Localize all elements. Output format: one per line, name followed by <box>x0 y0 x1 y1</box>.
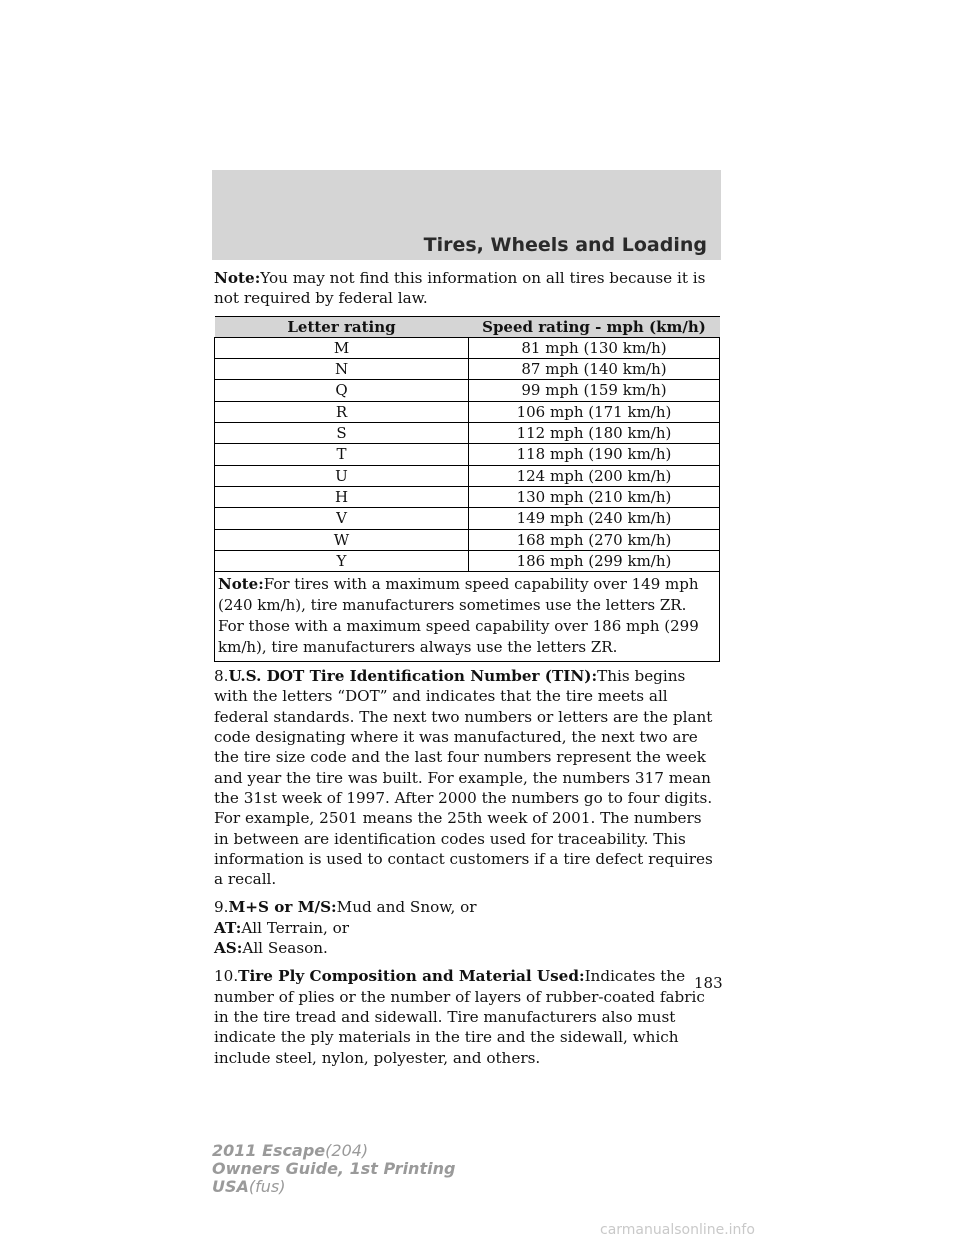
speed-cell: 118 mph (190 km/h) <box>469 444 720 465</box>
table-row <box>215 529 720 550</box>
table-row <box>215 380 720 401</box>
footer-line-3 <box>212 1178 455 1196</box>
item-9-at <box>214 918 720 938</box>
table-row <box>215 508 720 529</box>
letter-cell: N <box>215 359 469 380</box>
table-row <box>215 444 720 465</box>
page-number: 183 <box>694 974 723 992</box>
item-9-number: 9. <box>214 898 229 917</box>
table-note-text: For tires with a maximum speed capability over 149 mph (240 km/h), tire manufacturers sometimes use the letters ZR. For those with a maximum speed capability over 186 mph (299 km/h), tire manufacturers always use the letters ZR. <box>218 575 699 657</box>
column-header-speed: Speed rating - mph (km/h) <box>469 316 720 337</box>
table-row <box>215 465 720 486</box>
item-10-number: 10. <box>214 967 239 986</box>
letter-cell: T <box>215 444 469 465</box>
note-text: You may not find this information on all tires because it is not required by federal law. <box>214 269 706 308</box>
footer-line-1 <box>212 1142 455 1160</box>
item-10 <box>214 966 720 1067</box>
table-row <box>215 359 720 380</box>
speed-cell: 81 mph (130 km/h) <box>469 337 720 358</box>
letter-cell: Q <box>215 380 469 401</box>
table-note <box>215 572 720 662</box>
speed-cell: 106 mph (171 km/h) <box>469 401 720 422</box>
letter-cell: V <box>215 508 469 529</box>
page-content <box>214 268 720 1068</box>
section-title: Tires, Wheels and Loading <box>423 234 707 256</box>
speed-rating-table <box>214 316 720 663</box>
ms-text: Mud and Snow, or <box>336 898 477 917</box>
speed-cell: 124 mph (200 km/h) <box>469 465 720 486</box>
footer-imprint <box>212 1142 455 1196</box>
intro-note <box>214 268 720 309</box>
table-row <box>215 486 720 507</box>
section-header-band <box>212 170 721 260</box>
table-row <box>215 337 720 358</box>
note-label: Note: <box>214 269 261 287</box>
as-text: All Season. <box>242 939 328 958</box>
letter-cell: W <box>215 529 469 550</box>
table-row <box>215 401 720 422</box>
item-10-title: Tire Ply Composition and Material Used: <box>238 967 585 986</box>
ms-label: M+S or M/S: <box>228 898 337 917</box>
watermark-link[interactable]: carmanualsonline.info <box>600 1222 755 1238</box>
table-note-label: Note: <box>218 575 264 594</box>
footer-model-code: (204) <box>325 1141 369 1160</box>
letter-cell: H <box>215 486 469 507</box>
table-row <box>215 550 720 571</box>
item-9-as <box>214 938 720 958</box>
footer-model: 2011 Escape <box>212 1141 326 1160</box>
item-10-text: Indicates the number of plies or the number of layers of rubber-coated fabric in the tire tread and sidewall. Tire manufacturers also must indicate the ply materials in the tire and the sidewall, which include steel, nylon, polyester, and others. <box>214 967 705 1067</box>
item-8-title: U.S. DOT Tire Identification Number (TIN): <box>228 667 598 686</box>
speed-cell: 99 mph (159 km/h) <box>469 380 720 401</box>
footer-line-2: Owners Guide, 1st Printing <box>212 1159 456 1178</box>
footer-market-code: (fus) <box>248 1177 286 1196</box>
at-text: All Terrain, or <box>241 918 350 937</box>
table-row <box>215 423 720 444</box>
item-8 <box>214 666 720 889</box>
table-note-row <box>215 572 720 662</box>
item-8-number: 8. <box>214 667 229 686</box>
speed-cell: 186 mph (299 km/h) <box>469 550 720 571</box>
letter-cell: Y <box>215 550 469 571</box>
speed-cell: 87 mph (140 km/h) <box>469 359 720 380</box>
letter-cell: U <box>215 465 469 486</box>
speed-cell: 130 mph (210 km/h) <box>469 486 720 507</box>
at-label: AT: <box>214 918 242 937</box>
speed-cell: 112 mph (180 km/h) <box>469 423 720 444</box>
table-header-row <box>215 316 720 337</box>
letter-cell: R <box>215 401 469 422</box>
footer-market: USA <box>212 1177 249 1196</box>
item-8-text: This begins with the letters “DOT” and indicates that the tire meets all federal standards. The next two numbers or letters are the plant code designating where it was manufactured, the next two are the tire size code and the last four numbers represent the week and year the tire was built. For example, the numbers 317 mean the 31st week of 1997. After 2000 the numbers go to four digits. For example, 2501 means the 25th week of 2001. The numbers in between are identification codes used for traceability. This information is used to contact customers if a tire defect requires a recall. <box>214 667 713 889</box>
speed-cell: 168 mph (270 km/h) <box>469 529 720 550</box>
letter-cell: S <box>215 423 469 444</box>
letter-cell: M <box>215 337 469 358</box>
speed-cell: 149 mph (240 km/h) <box>469 508 720 529</box>
item-9 <box>214 897 720 917</box>
as-label: AS: <box>214 939 243 958</box>
column-header-letter: Letter rating <box>215 316 469 337</box>
